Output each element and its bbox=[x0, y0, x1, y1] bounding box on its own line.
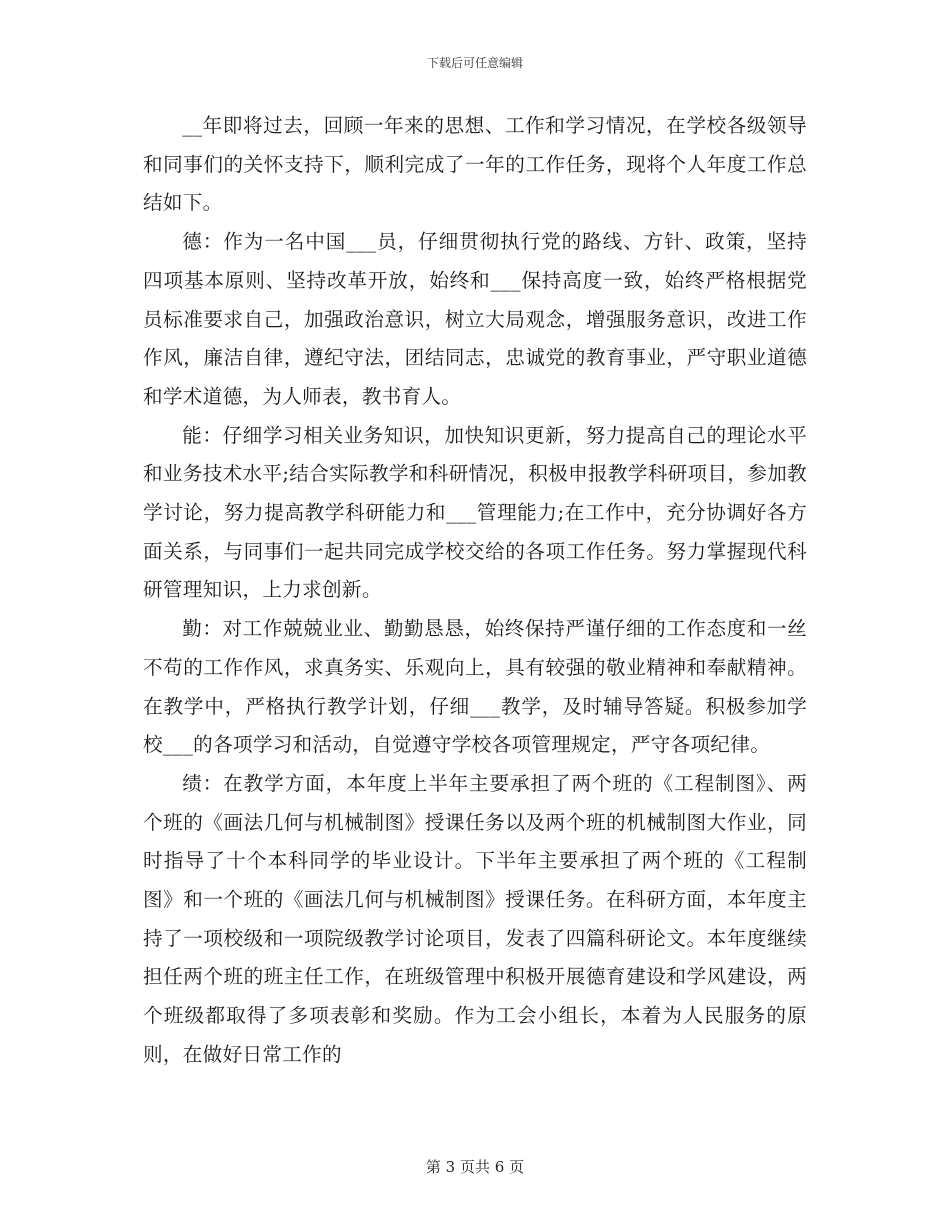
paragraph-intro: __年即将过去，回顾一年来的思想、工作和学习情况，在学校各级领导和同事们的关怀支持下，顺利完成了一年的工作任务，现将个人年度工作总结如下。 bbox=[143, 114, 807, 215]
paragraph-qin: 勤：对工作兢兢业业、勤勤恳恳，始终保持严谨仔细的工作态度和一丝不苟的工作作风，求真务实、乐观向上，具有较强的敬业精神和奉献精神。在教学中，严格执行教学计划，仔细___教学，及时辅导答疑。积极参加学校___的各项学习和活动，自觉遵守学校各项管理规定，严守各项纪律。 bbox=[143, 617, 807, 757]
paragraph-ji: 绩：在教学方面，本年度上半年主要承担了两个班的《工程制图》、两个班的《画法几何与机械制图》授课任务以及两个班的机械制图大作业，同时指导了十个本科同学的毕业设计。下半年主要承担了两个班的《工程制图》和一个班的《画法几何与机械制图》授课任务。在科研方面，本年度主持了一项校级和一项院级教学讨论项目，发表了四篇科研论文。本年度继续担任两个班的班主任工作，在班级管理中积极开展德育建设和学风建设，两个班级都取得了多项表彰和奖励。作为工会小组长，本着为人民服务的原则，在做好日常工作的 bbox=[143, 771, 807, 1066]
page-footer: 第 3 页共 6 页 bbox=[425, 1158, 525, 1176]
page-header: 下载后可任意编辑 bbox=[426, 56, 523, 70]
document-body bbox=[143, 107, 807, 1075]
paragraph-neng: 能：仔细学习相关业务知识，加快知识更新，努力提高自己的理论水平和业务技术水平;结合实际教学和科研情况，积极申报教学科研项目，参加教学讨论，努力提高教学科研能力和___管理能力;在工作中，充分协调好各方面关系，与同事们一起共同完成学校交给的各项工作任务。努力掌握现代科研管理知识，上力求创新。 bbox=[143, 423, 807, 602]
paragraph-de: 德：作为一名中国___员，仔细贯彻执行党的路线、方针、政策，坚持四项基本原则、坚持改革开放，始终和___保持高度一致，始终严格根据党员标准要求自己，加强政治意识，树立大局观念，增强服务意识，改进工作作风，廉洁自律，遵纪守法，团结同志，忠诚党的教育事业，严守职业道德和学术道德，为人师表，教书育人。 bbox=[143, 230, 807, 408]
